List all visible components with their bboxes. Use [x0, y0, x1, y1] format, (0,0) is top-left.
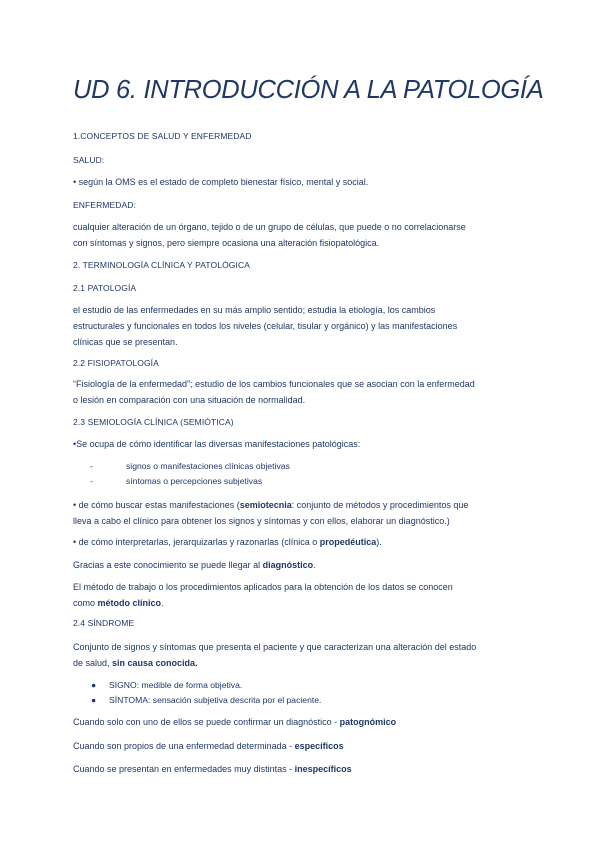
dash-marker: - [90, 461, 93, 471]
subheading-sindrome: 2.4 SÍNDROME [73, 618, 135, 628]
metodo-line-2 [73, 595, 533, 611]
text-span: Cuando son propios de una enfermedad determinada - [73, 741, 295, 751]
subheading-semiologia: 2.3 SEMIOLOGÍA CLÍNICA (SEMIÓTICA) [73, 417, 234, 427]
bullet-icon: ● [91, 695, 97, 705]
bold-term: inespecíficos [294, 764, 352, 774]
salud-definition: • según la OMS es el estado de completo bienestar físico, mental y social. [73, 177, 369, 187]
patognomico-line [73, 714, 533, 730]
especificos-line [73, 738, 533, 754]
sindrome-line-1: Conjunto de signos y síntomas que presenta el paciente y que caracterizan una alteración del estado [73, 642, 477, 652]
text-span: Cuando se presentan en enfermedades muy distintas - [73, 764, 295, 774]
bold-term: sin causa conocida. [112, 658, 198, 668]
enfermedad-label: ENFERMEDAD: [73, 200, 136, 210]
text-span: ). [376, 537, 382, 547]
enfermedad-definition [73, 219, 533, 251]
text-span: • de cómo buscar estas manifestaciones ( [73, 500, 240, 510]
text-span: Gracias a este conocimiento se puede llegar al [73, 560, 263, 570]
salud-label: SALUD: [73, 155, 105, 165]
metodo-clinico-paragraph [73, 579, 533, 611]
section-heading-terminologia: 2. TERMINOLOGÍA CLÍNICA Y PATOLÓGICA [73, 260, 250, 270]
subheading-fisiopatologia: 2.2 FISIOPATOLOGÍA [73, 358, 159, 368]
list-item-text: SÍNTOMA: sensación subjetiva descrita por el paciente. [109, 695, 322, 705]
list-item-text: SIGNO: medible de forma objetiva. [109, 680, 243, 690]
bold-term: método clínico [97, 598, 162, 608]
semiotecnia-paragraph [73, 497, 533, 529]
text-span: como [73, 598, 98, 608]
text-span: . [161, 598, 164, 608]
fisiopatologia-line-1: “Fisiología de la enfermedad”; estudio de los cambios funcionales que se asocian con la enfermedad [73, 379, 475, 389]
fisiopatologia-paragraph [73, 376, 533, 408]
metodo-line-1: El método de trabajo o los procedimientos aplicados para la obtención de los datos se conocen [73, 582, 453, 592]
list-item-text: signos o manifestaciones clínicas objetivas [126, 461, 290, 471]
semiotecnia-line-1 [73, 497, 533, 513]
fisiopatologia-line-2: o lesión en comparación con una situación de normalidad. [73, 395, 306, 405]
bullet-icon: ● [91, 680, 97, 690]
inespecificos-line [73, 761, 533, 777]
list-item-text: síntomas o percepciones subjetivas [126, 476, 263, 486]
text-span: de salud, [73, 658, 113, 668]
bold-term: diagnóstico [262, 560, 314, 570]
patologia-line-1: el estudio de las enfermedades en su más amplio sentido; estudia la etiología, los cambios [73, 305, 436, 315]
text-span: : conjunto de métodos y procedimientos que [291, 500, 469, 510]
page-title: UD 6. INTRODUCCIÓN A LA PATOLOGÍA [73, 76, 544, 104]
enfermedad-line-1: cualquier alteración de un órgano, tejido o de un grupo de células, que puede o no correlacionarse [73, 222, 466, 232]
propedeutica-paragraph [73, 534, 533, 550]
diagnostico-paragraph [73, 557, 533, 573]
dash-marker: - [90, 476, 93, 486]
sindrome-paragraph [73, 639, 533, 671]
text-span: . [313, 560, 316, 570]
subheading-patologia: 2.1 PATOLOGÍA [73, 283, 137, 293]
patologia-line-2: estructurales y funcionales en todos los niveles (celular, tisular y orgánico) y las manifestaciones [73, 321, 458, 331]
bold-term: específicos [294, 741, 344, 751]
enfermedad-line-2: con síntomas y signos, pero siempre ocasiona una alteración fisiopatológica. [73, 238, 380, 248]
patologia-line-3: clínicas que se presentan. [73, 337, 178, 347]
semiotecnia-line-2: lleva a cabo el clínico para obtener los signos y síntomas y con ellos, elaborar un diagnóstico.) [73, 516, 450, 526]
bold-term: semiotecnia [239, 500, 292, 510]
bold-term: patognómico [339, 717, 397, 727]
sindrome-line-2 [73, 655, 533, 671]
section-heading-salud-enfermedad: 1.CONCEPTOS DE SALUD Y ENFERMEDAD [73, 131, 252, 141]
text-span: Cuando solo con uno de ellos se puede confirmar un diagnóstico - [73, 717, 340, 727]
text-span: • de cómo interpretarlas, jerarquizarlas y razonarlas (clínica o [73, 537, 320, 547]
semiologia-intro: •Se ocupa de cómo identificar las diversas manifestaciones patológicas: [73, 439, 361, 449]
bold-term: propedéutica [319, 537, 377, 547]
patologia-paragraph [73, 302, 533, 350]
